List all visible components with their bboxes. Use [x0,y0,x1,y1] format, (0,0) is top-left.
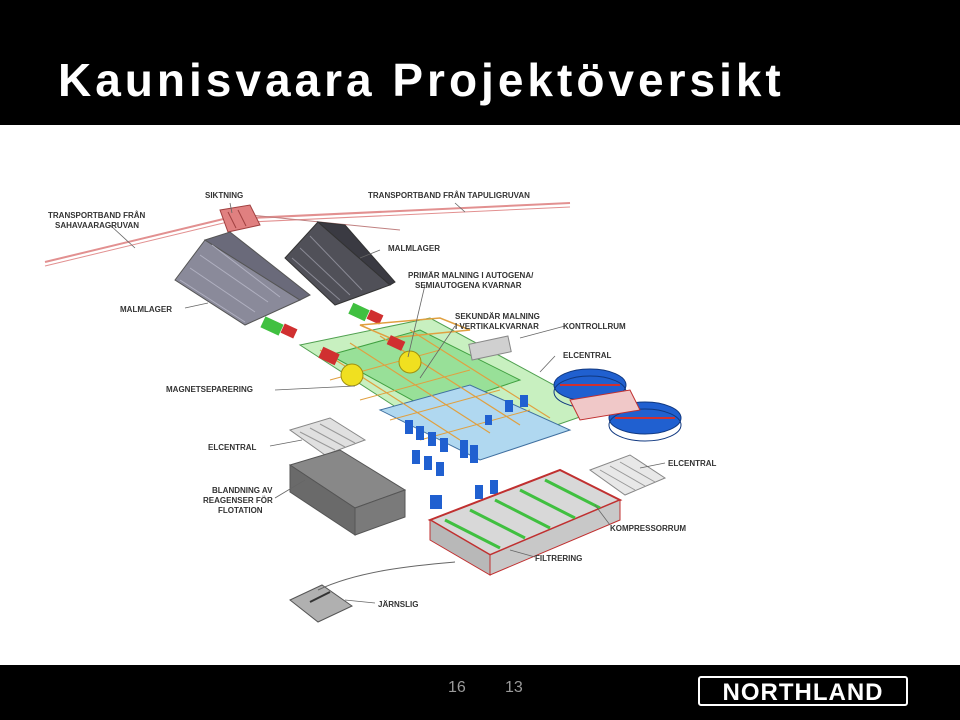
label-transport-sahavaara-line1: TRANSPORTBAND FRÅN [48,211,146,220]
label-blandning-line3: FLOTATION [218,506,263,515]
thickeners [554,369,681,441]
plant-diagram [0,125,960,665]
label-magnetseparering: MAGNETSEPARERING [166,385,253,394]
label-sekundar-line1: SEKUNDÄR MALNING [455,312,540,321]
label-transport-tapuli: TRANSPORTBAND FRÅN TAPULIGRUVAN [368,191,530,200]
label-transport-sahavaara-line2: SAHAVAARAGRUVAN [55,221,139,230]
northland-logo [698,673,910,711]
label-filtrering: FILTRERING [535,554,583,563]
label-elcentral-lower: ELCENTRAL [668,459,717,468]
content-area [0,125,960,665]
logo-text: NORTHLAND [722,679,884,706]
label-blandning-line2: REAGENSER FÖR [203,496,273,505]
label-primar-line1: PRIMÄR MALNING I AUTOGENA/ [408,271,534,280]
filtration-building [430,470,620,575]
label-malmlager-top: MALMLAGER [388,244,440,253]
page-number-secondary: 13 [505,679,523,696]
label-blandning-line1: BLANDNING AV [212,486,273,495]
electrical-room-left [290,418,365,455]
label-elcentral-left: ELCENTRAL [208,443,257,452]
reagent-building [290,450,405,535]
label-siktning: SIKTNING [205,191,244,200]
label-kompressorrum: KOMPRESSORRUM [610,524,687,533]
label-jarnslig: JÄRNSLIG [378,600,419,609]
label-sekundar-line2: I VERTIKALKVARNAR [455,322,539,331]
label-malmlager-left: MALMLAGER [120,305,172,314]
screening-building [220,205,260,232]
label-primar-line2: SEMIAUTOGENA KVARNAR [415,281,522,290]
compressor-room [590,455,665,495]
label-kontrollrum: KONTROLLRUM [563,322,626,331]
footer-bar [0,665,960,720]
iron-slurry-tank [290,562,455,622]
slide-title: Kaunisvaara Projektöversikt [58,54,785,106]
header-bar [0,0,960,125]
ore-storage-left [175,232,310,325]
label-elcentral-right: ELCENTRAL [563,351,612,360]
page-number-primary: 16 [448,679,466,696]
